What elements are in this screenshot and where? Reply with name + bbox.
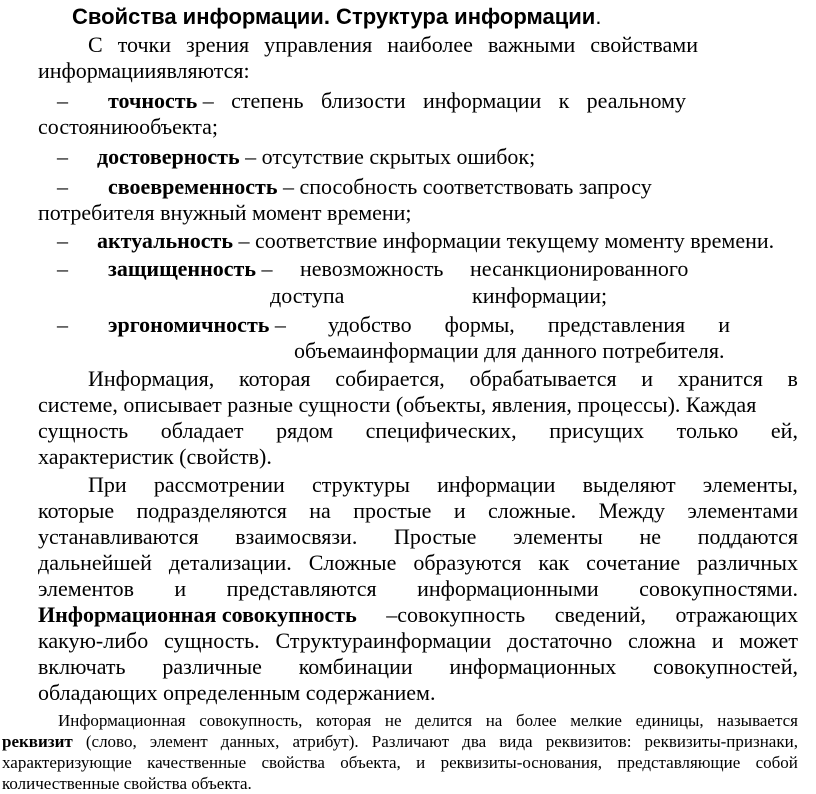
paragraph-2-line-7	[38, 628, 798, 654]
word: в	[787, 366, 798, 391]
word: на	[309, 498, 331, 523]
word: сложные.	[487, 498, 577, 523]
word: и	[174, 576, 187, 601]
word: не	[384, 711, 402, 730]
word: обрабатывается	[469, 366, 617, 391]
word: информации	[422, 88, 542, 113]
word: простые	[353, 498, 432, 523]
list-dash: –	[57, 144, 68, 169]
word: только	[676, 418, 739, 443]
word: представления	[547, 312, 686, 337]
word: может	[739, 628, 798, 653]
word: различные	[162, 654, 262, 679]
word: и	[416, 753, 426, 772]
list-item-ergonomics: эргономичность –	[108, 312, 286, 337]
paragraph-3-line-1	[58, 710, 798, 731]
list-dash: –	[57, 88, 68, 113]
word: удобство	[328, 312, 412, 337]
paragraph-2-line-9: обладающих определенным содержанием.	[38, 680, 436, 705]
word: как	[538, 550, 570, 575]
word: дальнейшей	[38, 550, 152, 575]
word: подразделяются	[136, 498, 287, 523]
word: элемент	[149, 732, 208, 751]
list-item-timeliness-cont: потребителя внужный момент времени;	[38, 200, 412, 225]
word: близости	[320, 88, 406, 113]
word: объекта,	[340, 753, 401, 772]
word: степень	[231, 88, 304, 113]
word: ей,	[770, 418, 798, 443]
word: точки	[117, 32, 171, 57]
page-title: Свойства информации. Структура информации.	[72, 4, 602, 29]
word: Различают	[371, 732, 450, 751]
word: свойствами	[590, 32, 698, 57]
word: которая	[239, 366, 311, 391]
word: сущность.	[164, 628, 260, 653]
term-accuracy: точность	[108, 88, 198, 113]
list-item-security-cont-2: кинформации;	[472, 283, 608, 308]
list-dash: –	[57, 228, 68, 253]
list-item-security-cont-1: доступа	[270, 283, 345, 308]
term-relevance: актуальность	[97, 228, 233, 253]
word: важными	[487, 32, 576, 57]
word: детализации.	[168, 550, 292, 575]
term-requisite: реквизит	[2, 732, 73, 751]
word: –совокупность	[386, 602, 526, 627]
word: и	[718, 312, 730, 337]
word: рассмотрении	[153, 472, 285, 497]
word: реальному	[586, 88, 686, 113]
word: реквизиты-основания,	[440, 753, 603, 772]
list-item-security-word-2: несанкционированного	[470, 256, 689, 281]
term-security: защищенность	[108, 256, 256, 281]
word: Информационная	[58, 711, 186, 730]
word: формы,	[444, 312, 515, 337]
term-ergonomics: эргономичность	[108, 312, 270, 337]
term-timeliness: своевременность	[108, 174, 278, 199]
word: свойства	[261, 753, 325, 772]
word: совокупностями.	[639, 576, 798, 601]
word: информационными	[417, 576, 599, 601]
word: взаимосвязи.	[235, 524, 358, 549]
word: информационных	[449, 654, 617, 679]
word: собой	[755, 753, 798, 772]
paragraph-2-line-8	[38, 654, 798, 680]
word: совокупностей,	[653, 654, 798, 679]
paragraph-2-line-4	[38, 550, 798, 576]
word: образуются	[413, 550, 522, 575]
word: и	[641, 366, 654, 391]
word: хранится	[677, 366, 763, 391]
word: зрения	[186, 32, 250, 57]
word: Информация,	[88, 366, 215, 391]
word: различных	[697, 550, 798, 575]
word: наиболее	[387, 32, 473, 57]
paragraph-1-line-2: системе, описывает разные сущности (объекты, явления, процессы). Каждая	[38, 392, 757, 417]
list-dash: –	[57, 174, 68, 199]
paragraph-2-line-6	[38, 602, 798, 628]
word: сведений,	[554, 602, 646, 627]
word: качественные	[147, 753, 247, 772]
word: мелкие	[570, 711, 622, 730]
word: вида	[499, 732, 533, 751]
word: делится	[415, 711, 473, 730]
word: не	[639, 524, 662, 549]
list-dash: –	[57, 312, 68, 337]
word: Простые	[394, 524, 477, 549]
term-reliability: достоверность	[97, 144, 240, 169]
word: которые	[38, 498, 115, 523]
list-item-accuracy-cont: состояниюобъекта;	[38, 114, 219, 139]
word: информации	[437, 472, 556, 497]
word: к	[558, 88, 570, 113]
list-item-security: защищенность –	[108, 256, 273, 281]
word: на	[485, 711, 503, 730]
word: единицы,	[635, 711, 704, 730]
word: достаточно	[507, 628, 613, 653]
term-info-collection: Информационная совокупность	[38, 602, 357, 627]
word: Сложные	[308, 550, 397, 575]
word: реквизитов:	[545, 732, 632, 751]
word: более	[516, 711, 557, 730]
word: (слово,	[85, 732, 137, 751]
paragraph-3-line-3	[2, 752, 798, 773]
paragraph-1-line-3	[38, 418, 798, 444]
word: атрибут).	[292, 732, 359, 751]
list-item-reliability: достоверность – отсутствие скрытых ошибок;	[97, 144, 536, 169]
paragraph-1-line-1	[88, 366, 798, 392]
paragraph-2-line-1	[88, 472, 798, 498]
word: реквизиты-признаки,	[644, 732, 798, 751]
word: и	[711, 628, 724, 653]
word: сочетание	[586, 550, 681, 575]
word: включать	[38, 654, 126, 679]
word: При	[88, 472, 127, 497]
word: присущих	[549, 418, 645, 443]
list-item-relevance: актуальность – соответствие информации текущему моменту времени.	[97, 228, 775, 253]
word: поддаются	[697, 524, 798, 549]
word: совокупность,	[199, 711, 303, 730]
intro-line-2: информацииявляются:	[38, 58, 250, 83]
paragraph-3-line-4: количественные свойства объекта.	[2, 774, 252, 793]
word: сложна	[627, 628, 696, 653]
word: Структураинформации	[275, 628, 492, 653]
word: С	[88, 32, 103, 57]
word: которая	[316, 711, 372, 730]
word: характеризующие	[2, 753, 132, 772]
word: выделяют	[582, 472, 676, 497]
word: представляются	[226, 576, 377, 601]
word: управления	[264, 32, 373, 57]
word: элементы,	[702, 472, 798, 497]
word: собирается,	[335, 366, 445, 391]
word: элементами	[687, 498, 798, 523]
word: структуры	[311, 472, 410, 497]
list-item-accuracy: точность – степень близости информации к реальному	[108, 88, 686, 113]
paragraph-1-line-4: характеристик (свойств).	[38, 444, 272, 469]
word: рядом	[276, 418, 333, 443]
word: отражающих	[675, 602, 798, 627]
list-dash: –	[57, 256, 68, 281]
paragraph-2-line-5	[38, 576, 798, 602]
word: данных,	[220, 732, 280, 751]
word: какую-либо	[38, 628, 149, 653]
word: Между	[598, 498, 665, 523]
word: два	[462, 732, 487, 751]
word: и	[453, 498, 466, 523]
word: представляющие	[617, 753, 741, 772]
word: элементов	[38, 576, 134, 601]
paragraph-3-line-2	[2, 731, 798, 752]
list-item-timeliness: своевременность – способность соответствовать запросу	[108, 174, 652, 199]
word: сущность	[38, 418, 129, 443]
word: элементы	[513, 524, 603, 549]
word: специфических,	[365, 418, 517, 443]
word: устанавливаются	[38, 524, 199, 549]
list-item-ergonomics-words	[328, 312, 730, 338]
paragraph-2-line-2	[38, 498, 798, 524]
list-item-ergonomics-cont: объемаинформации для данного потребителя.	[294, 338, 725, 363]
intro-line-1	[88, 32, 698, 58]
paragraph-2-line-3	[38, 524, 798, 550]
word: комбинации	[298, 654, 413, 679]
word: обладает	[160, 418, 244, 443]
list-item-security-word-1: невозможность	[300, 256, 444, 281]
word: называется	[717, 711, 798, 730]
